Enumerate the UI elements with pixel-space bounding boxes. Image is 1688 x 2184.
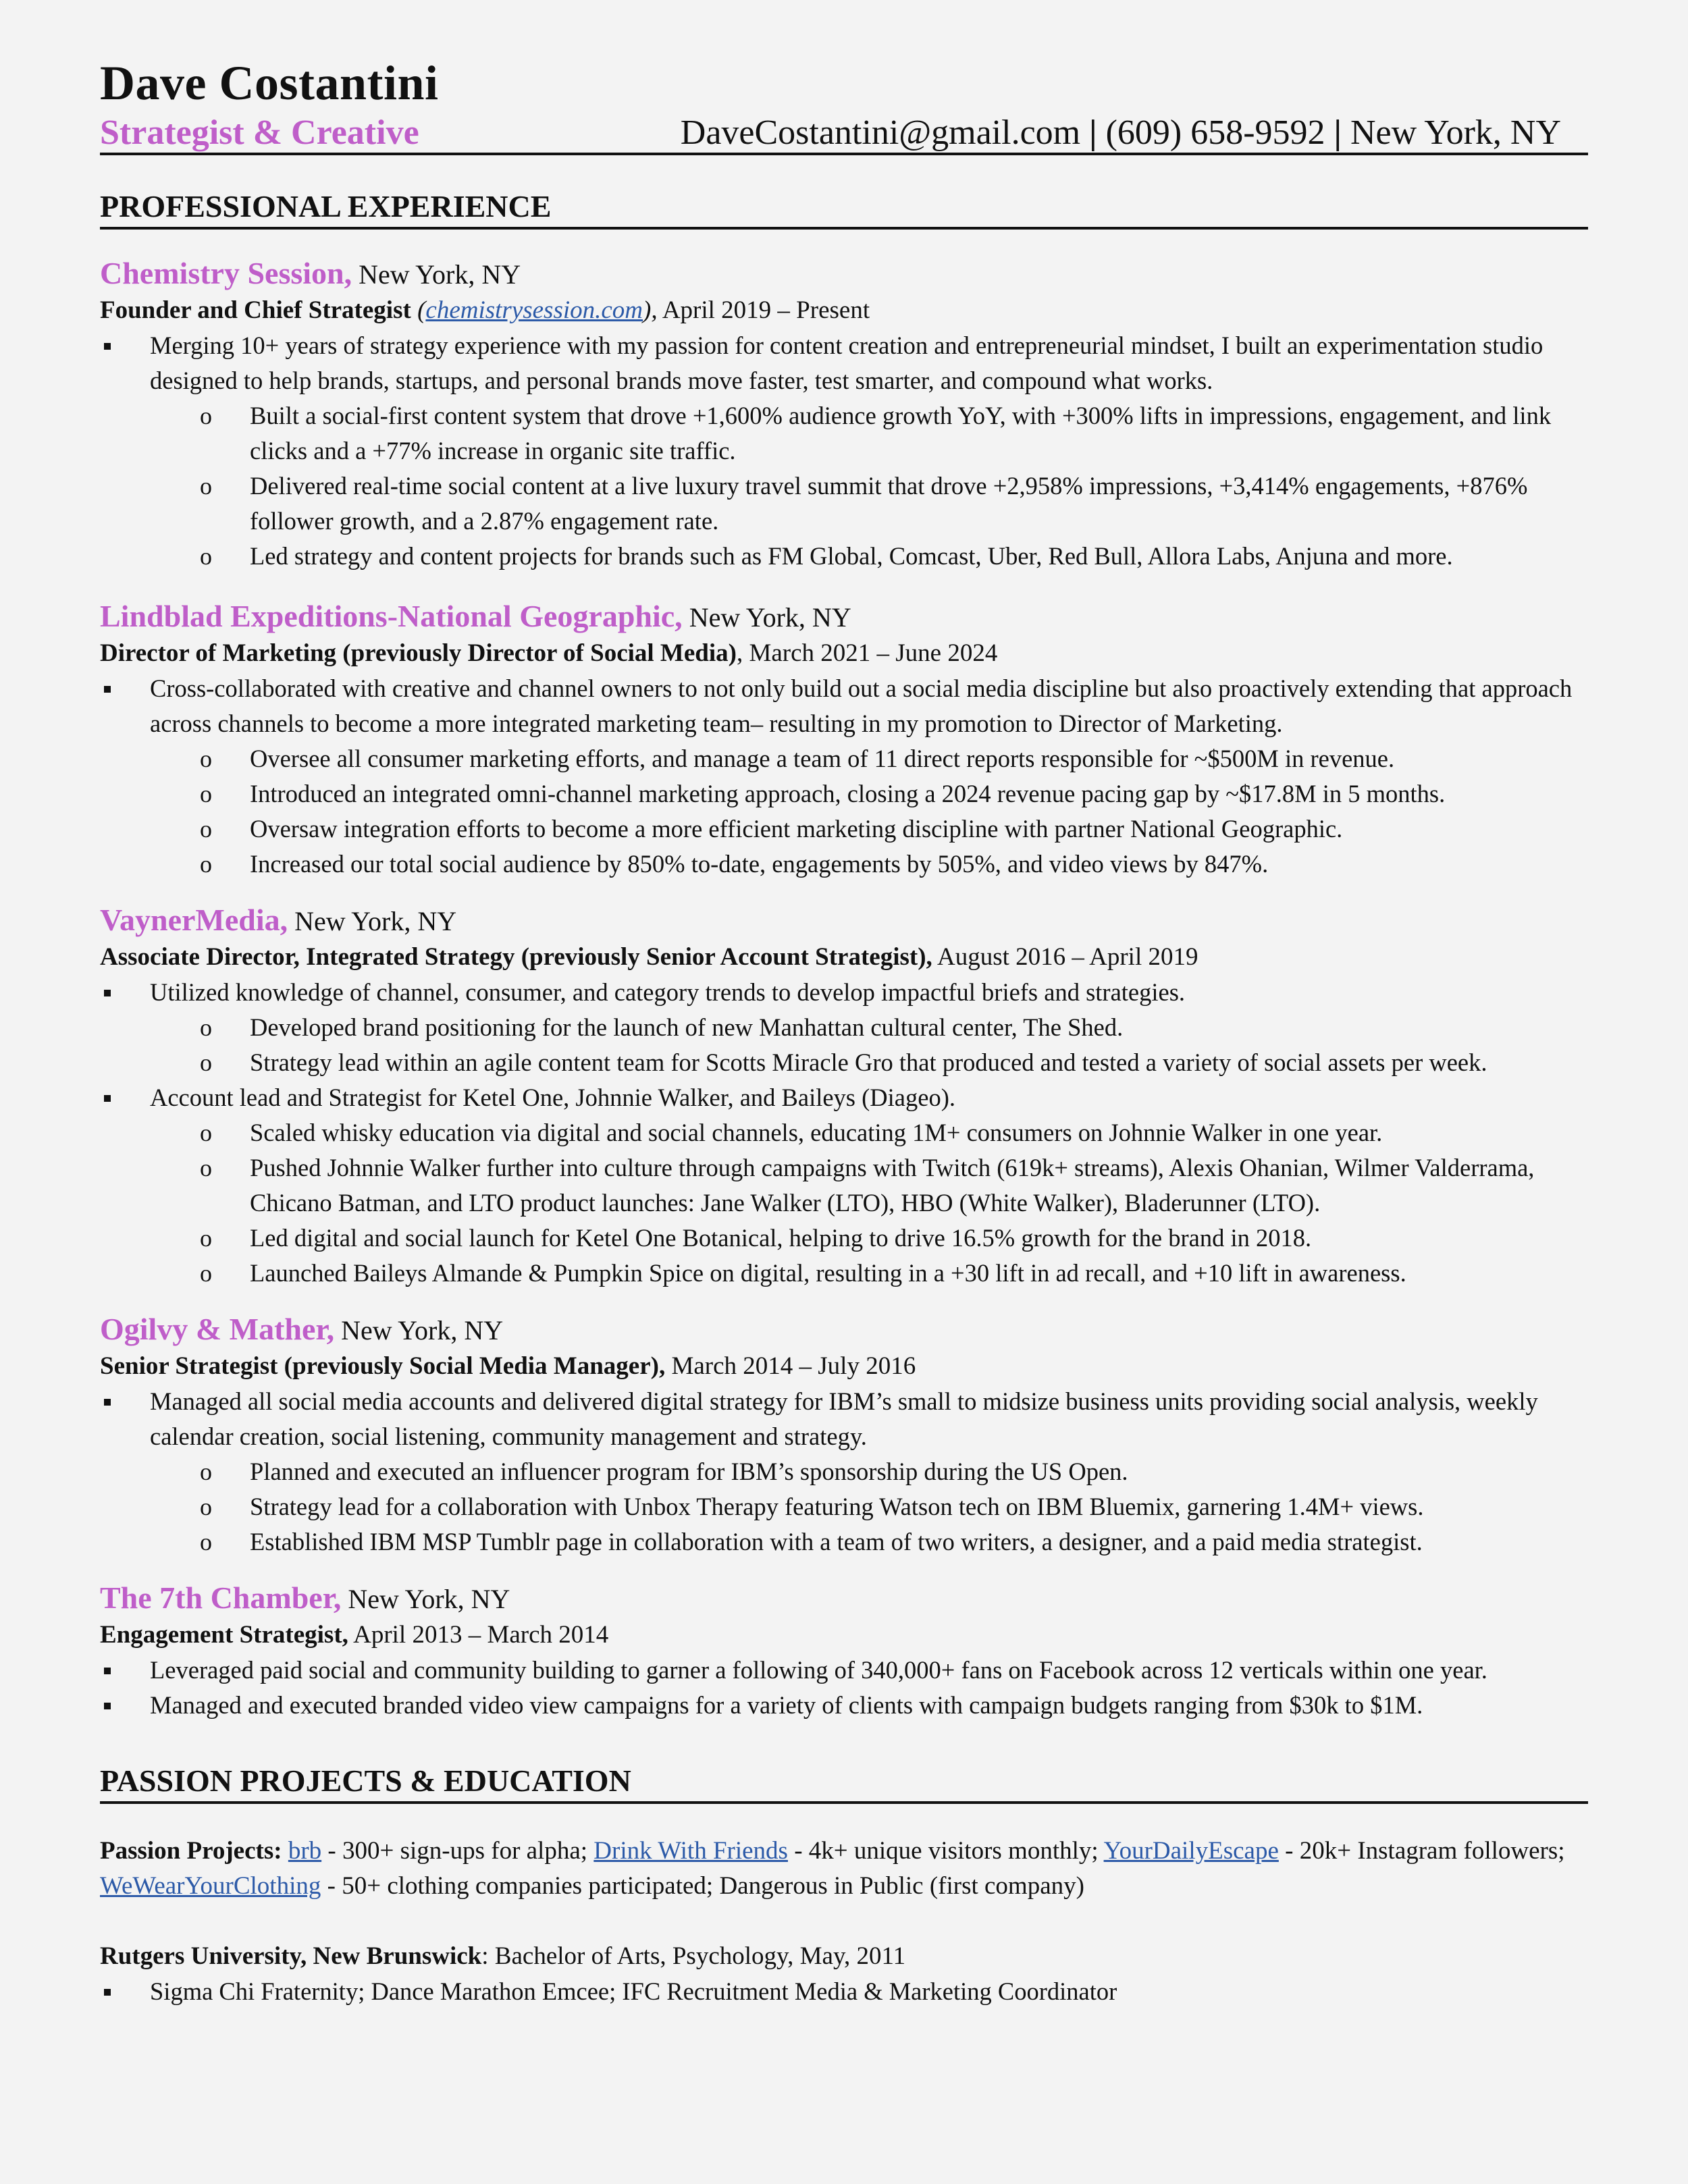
company-name: Lindblad Expeditions-National Geographic, xyxy=(100,599,683,633)
role-line xyxy=(100,1349,1588,1384)
candidate-name: Dave Costantini xyxy=(100,56,439,110)
bullet-list xyxy=(100,1384,1588,1560)
section-heading-experience: PROFESSIONAL EXPERIENCE xyxy=(100,186,1588,230)
link-prefix: ( xyxy=(417,296,426,324)
email[interactable]: DaveCostantini@gmail.com xyxy=(680,113,1081,152)
job-location: New York, NY xyxy=(359,259,521,290)
bullet-list xyxy=(100,975,1588,1291)
job-header xyxy=(100,598,1588,636)
job-header xyxy=(100,1311,1588,1349)
sub-list-item: o Developed brand positioning for the launch of new Manhattan cultural center, The Shed. xyxy=(100,1010,1588,1045)
job-entry xyxy=(100,902,1588,1291)
list-item xyxy=(100,975,1588,1080)
sub-list-item: o Built a social-first content system that drove +1,600% audience growth YoY, with +300% lifts in impressions, engagement, and link clicks and a +77% increase in organic site traffic. xyxy=(100,398,1588,469)
job-title: Associate Director, Integrated Strategy (previously Senior Account Strategist), xyxy=(100,943,932,971)
school-name: Rutgers University, New Brunswick xyxy=(100,1942,482,1970)
sub-bullet-list xyxy=(100,1115,1588,1291)
section-heading-projects: PASSION PROJECTS & EDUCATION xyxy=(100,1761,1588,1804)
role-line xyxy=(100,636,1588,671)
company-name: VaynerMedia, xyxy=(100,903,288,937)
degree-detail: : Bachelor of Arts, Psychology, May, 2011 xyxy=(481,1942,906,1970)
sub-list-item: o Established IBM MSP Tumblr page in collaboration with a team of two writers, a designer, and a paid media strategist. xyxy=(100,1524,1588,1560)
bullet-list xyxy=(100,1653,1588,1723)
job-header xyxy=(100,902,1588,940)
job-entry xyxy=(100,1311,1588,1560)
separator: | xyxy=(1334,113,1342,152)
sub-bullet-list xyxy=(100,1010,1588,1080)
sub-list-item: o Oversaw integration efforts to become a more efficient marketing discipline with partner National Geographic. xyxy=(100,811,1588,847)
project-desc: - 50+ clothing companies participated; Dangerous in Public (first company) xyxy=(321,1872,1084,1900)
job-title: Engagement Strategist, xyxy=(100,1621,348,1649)
sub-list-item: o Planned and executed an influencer program for IBM’s sponsorship during the US Open. xyxy=(100,1454,1588,1489)
job-header xyxy=(100,255,1588,293)
sub-list-item: o Led strategy and content projects for brands such as FM Global, Comcast, Uber, Red Bull, Allora Labs, Anjuna and more. xyxy=(100,539,1588,574)
sub-list-item: o Increased our total social audience by 850% to-date, engagements by 505%, and video views by 847%. xyxy=(100,847,1588,882)
job-title: Senior Strategist (previously Social Media Manager), xyxy=(100,1352,666,1380)
job-header xyxy=(100,1580,1588,1618)
project-desc: - 300+ sign-ups for alpha; xyxy=(321,1837,594,1865)
education-line xyxy=(100,1939,1588,1974)
tagline: Strategist & Creative xyxy=(100,113,419,152)
list-item xyxy=(100,1974,1588,2009)
sub-bullet-list xyxy=(100,1454,1588,1560)
contact-info xyxy=(681,113,1588,153)
sub-bullet-list xyxy=(100,398,1588,574)
sub-list-item: o Pushed Johnnie Walker further into culture through campaigns with Twitch (619k+ streams), Alexis Ohanian, Wilmer Valderrama, Chicano Batman, and LTO product launches: Jane Walker (LTO), HBO (White Walker), Bladerunner (LTO). xyxy=(100,1150,1588,1221)
bullet-text: Leveraged paid social and community building to garner a following of 340,000+ fans on Facebook across 12 verticals within one year. xyxy=(150,1656,1487,1684)
phone[interactable]: (609) 658-9592 xyxy=(1105,113,1325,152)
project-desc: - 20k+ Instagram followers; xyxy=(1278,1837,1565,1865)
location: New York, NY xyxy=(1350,113,1561,152)
job-title: Founder and Chief Strategist xyxy=(100,296,411,324)
company-name: Chemistry Session, xyxy=(100,256,352,290)
sub-list-item: o Launched Baileys Almande & Pumpkin Spice on digital, resulting in a +30 lift in ad recall, and +10 lift in awareness. xyxy=(100,1256,1588,1291)
bullet-text: Merging 10+ years of strategy experience with my passion for content creation and entrepreneurial mindset, I built an experimentation studio designed to help brands, startups, and personal brands move faster, test smarter, and compound what works. xyxy=(150,331,1544,394)
header-subline xyxy=(100,113,1588,155)
project-link-brb[interactable]: brb xyxy=(288,1837,322,1865)
bullet-list xyxy=(100,671,1588,882)
sub-list-item: o Introduced an integrated omni-channel marketing approach, closing a 2024 revenue pacing gap by ~$17.8M in 5 months. xyxy=(100,776,1588,811)
education xyxy=(100,1939,1588,2009)
sub-list-item: o Oversee all consumer marketing efforts, and manage a team of 11 direct reports responsible for ~$500M in revenue. xyxy=(100,741,1588,776)
role-line xyxy=(100,1618,1588,1653)
list-item xyxy=(100,1688,1588,1723)
link-suffix: ), xyxy=(643,296,658,324)
project-desc: - 4k+ unique visitors monthly; xyxy=(787,1837,1104,1865)
job-dates: , March 2021 – June 2024 xyxy=(736,639,998,667)
sub-list-item: o Led digital and social launch for Ketel One Botanical, helping to drive 16.5% growth for the brand in 2018. xyxy=(100,1221,1588,1256)
resume-content xyxy=(100,53,1588,2009)
project-link-wewearyourclothing[interactable]: WeWearYourClothing xyxy=(100,1872,321,1900)
sub-list-item: o Strategy lead within an agile content team for Scotts Miracle Gro that produced and tested a variety of social assets per week. xyxy=(100,1045,1588,1080)
job-location: New York, NY xyxy=(348,1584,510,1614)
bullet-list xyxy=(100,1974,1588,2009)
job-location: New York, NY xyxy=(341,1315,504,1346)
bullet-text: Cross-collaborated with creative and channel owners to not only build out a social media discipline but also proactively extending that approach across channels to become a more integrated marketing team– resulting in my promotion to Director of Marketing. xyxy=(150,674,1573,737)
job-entry xyxy=(100,598,1588,882)
bullet-list xyxy=(100,328,1588,574)
job-dates: April 2013 – March 2014 xyxy=(353,1621,609,1649)
role-line xyxy=(100,940,1588,975)
job-location: New York, NY xyxy=(294,906,457,936)
bullet-text: Managed and executed branded video view campaigns for a variety of clients with campaign budgets ranging from $30k to $1M. xyxy=(150,1691,1423,1719)
bullet-text: Managed all social media accounts and delivered digital strategy for IBM’s small to midsize business units providing social analysis, weekly calendar creation, social listening, community management and strategy. xyxy=(150,1387,1538,1450)
sub-list-item: o Strategy lead for a collaboration with Unbox Therapy featuring Watson tech on IBM Bluemix, garnering 1.4M+ views. xyxy=(100,1489,1588,1524)
list-item xyxy=(100,1080,1588,1291)
bullet-text: Sigma Chi Fraternity; Dance Marathon Emcee; IFC Recruitment Media & Marketing Coordinator xyxy=(150,1977,1117,2005)
list-item xyxy=(100,1384,1588,1560)
list-item xyxy=(100,328,1588,574)
job-title: Director of Marketing (previously Director of Social Media) xyxy=(100,639,737,667)
project-link-drink-with-friends[interactable]: Drink With Friends xyxy=(594,1837,788,1865)
list-item xyxy=(100,671,1588,882)
passion-projects xyxy=(100,1834,1588,1904)
company-name: Ogilvy & Mather, xyxy=(100,1312,335,1346)
bullet-text: Utilized knowledge of channel, consumer, and category trends to develop impactful briefs and strategies. xyxy=(150,978,1186,1006)
company-website-link[interactable]: chemistrysession.com xyxy=(425,296,643,324)
sub-list-item: o Scaled whisky education via digital and social channels, educating 1M+ consumers on Johnnie Walker in one year. xyxy=(100,1115,1588,1150)
role-line xyxy=(100,293,1588,328)
job-dates: March 2014 – July 2016 xyxy=(671,1352,916,1380)
sub-bullet-list xyxy=(100,741,1588,882)
company-name: The 7th Chamber, xyxy=(100,1580,342,1615)
list-item xyxy=(100,1653,1588,1688)
passion-projects-label: Passion Projects: xyxy=(100,1837,282,1865)
job-entry xyxy=(100,255,1588,574)
project-link-yourdailyescape[interactable]: YourDailyEscape xyxy=(1103,1837,1279,1865)
sub-list-item: o Delivered real-time social content at a live luxury travel summit that drove +2,958% impressions, +3,414% engagements, +876% follower growth, and a 2.87% engagement rate. xyxy=(100,469,1588,539)
job-dates: August 2016 – April 2019 xyxy=(937,943,1198,971)
separator: | xyxy=(1089,113,1097,152)
job-dates: April 2019 – Present xyxy=(662,296,870,324)
job-location: New York, NY xyxy=(689,602,851,633)
job-entry xyxy=(100,1580,1588,1723)
bullet-text: Account lead and Strategist for Ketel One, Johnnie Walker, and Baileys (Diageo). xyxy=(150,1084,955,1111)
